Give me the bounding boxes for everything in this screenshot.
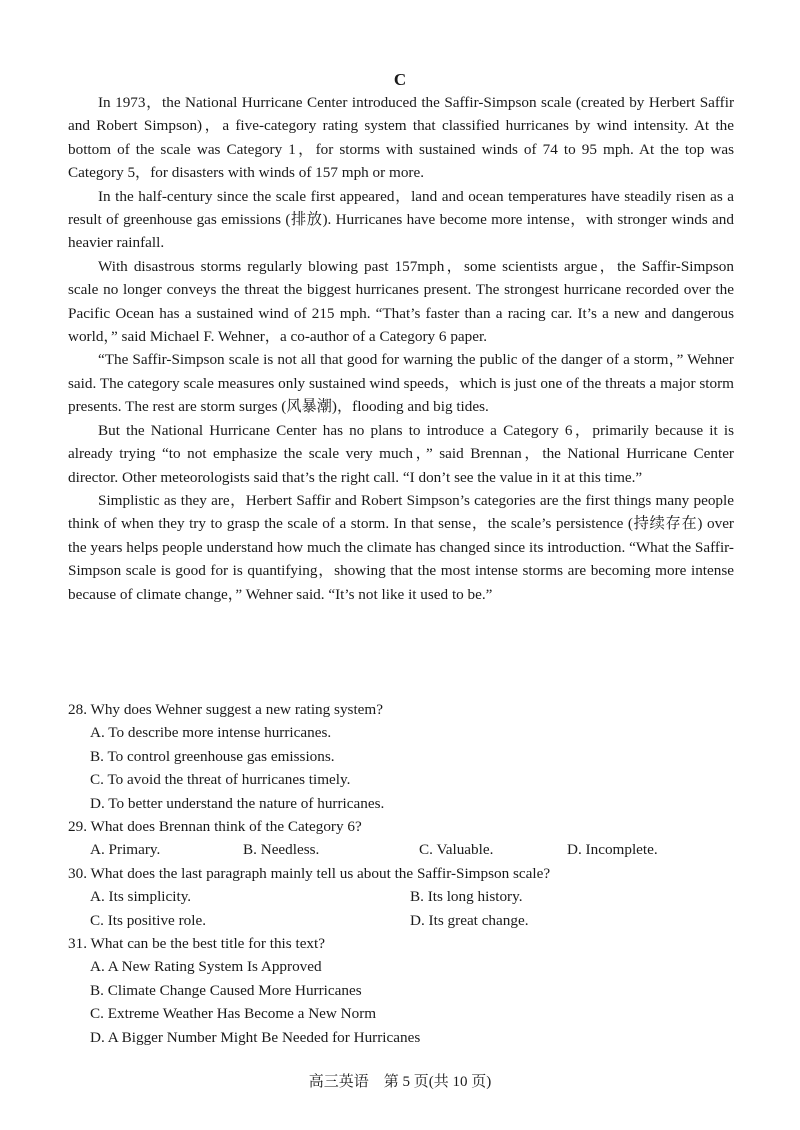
paragraph-2: In the half-century since the scale first appeared，land and ocean temperatures have steadily risen as a result of greenhouse gas emissions (排放). Hurricanes have become more intense，with stronger winds and heavier rainfall. — [68, 187, 734, 252]
option-d: D. A Bigger Number Might Be Needed for Hurricanes — [90, 1028, 421, 1046]
paragraph-3: With disastrous storms regularly blowing past 157mph，some scientists argue，the Saffir-Simpson scale no longer conveys the threat the biggest hurricanes present. The strongest hurricane recorded over the Pacific Ocean has a sustained wind of 215 mph. “That’s faster than a racing car. It’s a new and dangerous world，” said Michael F. Wehner，a co-author of a Category 6 paper. — [68, 257, 734, 346]
option-b: B. Its long history. — [410, 888, 523, 906]
option-d: D. Incomplete. — [567, 841, 658, 859]
paragraph-5: But the National Hurricane Center has no plans to introduce a Category 6，primarily because it is already trying “to not emphasize the scale very much，” said Brennan，the National Hurricane Center director. Other meteorologists said that’s the right call. “I don’t see the value in it at this time.” — [68, 421, 734, 486]
option-a: A. A New Rating System Is Approved — [90, 958, 322, 976]
question-31 — [68, 932, 734, 1049]
option-b: B. Needless. — [243, 841, 320, 859]
paragraph-4: “The Saffir-Simpson scale is not all that good for warning the public of the danger of a storm，” Wehner said. The category scale measures only sustained wind speeds，which is just one of the threats a major storm presents. The rest are storm surges (风暴潮)，flooding and big tides. — [68, 351, 734, 416]
option-d: D. To better understand the nature of hurricanes. — [90, 794, 385, 812]
question-stem: 30. What does the last paragraph mainly tell us about the Saffir-Simpson scale? — [68, 864, 551, 882]
option-a: A. Primary. — [90, 841, 161, 859]
option-d: D. Its great change. — [410, 911, 529, 929]
options-row — [90, 885, 734, 908]
paragraph-6: Simplistic as they are，Herbert Saffir and Robert Simpson’s categories are the first things many people think of when they try to grasp the scale of a storm. In that sense，the scale’s persistence (持续存在) over the years helps people understand how much the climate has changed since its introduction. “What the Saffir-Simpson scale is good for is quantifying，showing that the most intense storms are becoming more intense because of climate change，” Wehner said. “It’s not like it used to be.” — [68, 491, 734, 603]
option-a: A. Its simplicity. — [90, 888, 192, 906]
paragraph-1: In 1973，the National Hurricane Center introduced the Saffir-Simpson scale (created by Herbert Saffir and Robert Simpson)，a five-category rating system that classified hurricanes by wind intensity. At the bottom of the scale was Category 1，for storms with sustained winds of 74 to 95 mph. At the top was Category 5，for disasters with winds of 157 mph or more. — [68, 94, 734, 182]
question-28 — [68, 698, 734, 815]
question-list — [68, 698, 734, 1049]
question-stem: 29. What does Brennan think of the Category 6? — [68, 818, 362, 836]
option-c: C. Its positive role. — [90, 911, 207, 929]
option-a: A. To describe more intense hurricanes. — [90, 724, 332, 742]
question-29 — [68, 815, 734, 862]
option-c: C. To avoid the threat of hurricanes timely. — [90, 771, 351, 789]
question-30 — [68, 862, 734, 932]
reading-passage — [68, 91, 734, 606]
option-b: B. Climate Change Caused More Hurricanes — [90, 981, 362, 999]
option-c: C. Extreme Weather Has Become a New Norm — [90, 1005, 377, 1023]
section-label: C — [393, 70, 407, 89]
option-c: C. Valuable. — [419, 841, 494, 859]
page-footer: 高三英语 第 5 页(共 10 页) — [308, 1074, 492, 1090]
options-row — [90, 909, 734, 932]
question-stem: 31. What can be the best title for this text? — [68, 935, 325, 953]
options-row — [90, 838, 734, 861]
option-b: B. To control greenhouse gas emissions. — [90, 747, 335, 765]
question-stem: 28. Why does Wehner suggest a new rating system? — [68, 701, 383, 718]
